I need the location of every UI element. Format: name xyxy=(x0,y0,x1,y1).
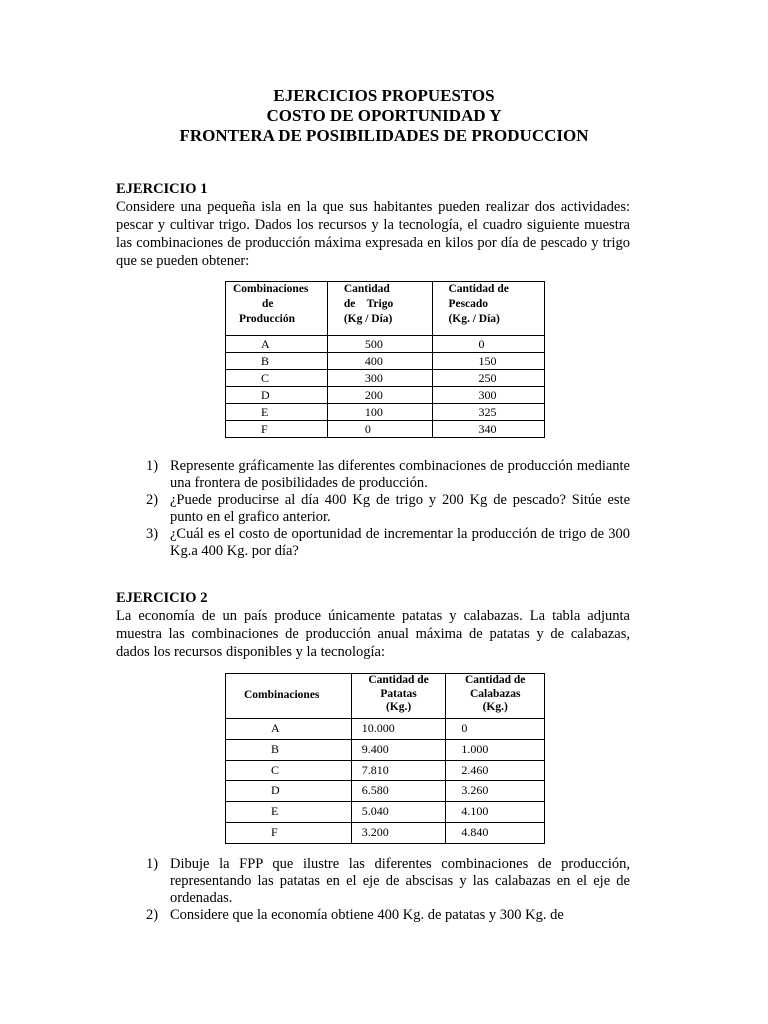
title-line-2: COSTO DE OPORTUNIDAD Y xyxy=(266,106,502,125)
table-cell: E xyxy=(226,404,328,421)
table-cell: 10.000 xyxy=(351,719,446,740)
table-row xyxy=(226,387,545,404)
table-row xyxy=(226,370,545,387)
question-number: 3) xyxy=(146,526,159,542)
table-cell: A xyxy=(226,336,328,353)
table-cell: C xyxy=(226,760,352,781)
table-cell: 150 xyxy=(433,353,545,370)
table-cell: 340 xyxy=(433,421,545,438)
table-row xyxy=(226,404,545,421)
table-cell: C xyxy=(226,370,328,387)
header-text: Combinaciones xyxy=(233,283,309,295)
table-cell: B xyxy=(226,353,328,370)
question-text: Represente gráficamente las diferentes combinaciones de producción mediante una frontera de posibilidades de producción. xyxy=(170,458,630,491)
table-cell: 3.200 xyxy=(351,822,446,843)
table-cell: B xyxy=(226,739,352,760)
header-text: (Kg / Día) xyxy=(343,313,393,325)
table-cell: 0 xyxy=(446,719,545,740)
question-number: 2) xyxy=(146,492,159,508)
table-cell: E xyxy=(226,802,352,823)
exercise-1-intro: Considere una pequeña isla en la que sus habitantes pueden realizar dos actividades: pescar y cultivar trigo. Dados los recursos y la tecnología, el cuadro siguiente muestra las combinaciones de producción máxima expresada en kilos por día de pescado y trigo que se pueden obtener: xyxy=(116,199,630,269)
table-row xyxy=(226,336,545,353)
table-row xyxy=(226,739,545,760)
table-cell: 7.810 xyxy=(351,760,446,781)
table-cell: A xyxy=(226,719,352,740)
header-text: Cantidad de xyxy=(368,674,429,686)
exercise-2-questions xyxy=(116,856,630,924)
header-text: Combinaciones xyxy=(244,689,320,702)
exercise-2-intro: La economía de un país produce únicamente patatas y calabazas. La tabla adjunta muestra las combinaciones de producción anual máxima de patatas y de calabazas, dados los recursos disponibles y la tecnología: xyxy=(116,608,630,660)
table-cell: 4.100 xyxy=(446,802,545,823)
table-cell: 100 xyxy=(327,404,433,421)
table-cell: 4.840 xyxy=(446,822,545,843)
table-row xyxy=(226,353,545,370)
header-text: Calabazas xyxy=(469,687,521,700)
table-row xyxy=(226,719,545,740)
table-cell: 9.400 xyxy=(351,739,446,760)
header-text: Producción xyxy=(239,313,296,325)
table-row xyxy=(226,421,545,438)
question-number: 1) xyxy=(146,458,159,474)
col-header-combinations xyxy=(226,282,328,336)
table-cell: F xyxy=(226,421,328,438)
exercise-1 xyxy=(116,180,630,270)
table-header-row xyxy=(226,282,545,336)
table-cell: 0 xyxy=(433,336,545,353)
production-table-1 xyxy=(225,281,545,438)
question-text: Dibuje la FPP que ilustre las diferentes combinaciones de producción, representando las patatas en el eje de abscisas y las calabazas en el eje de ordenadas. xyxy=(170,856,630,906)
table-cell: 0 xyxy=(327,421,433,438)
table-cell: 1.000 xyxy=(446,739,545,760)
table-header-row xyxy=(226,674,545,719)
col-header-pumpkins xyxy=(446,674,545,719)
table-cell: 500 xyxy=(327,336,433,353)
table-cell: 400 xyxy=(327,353,433,370)
title-line-1: EJERCICIOS PROPUESTOS xyxy=(273,86,495,105)
table-cell: 325 xyxy=(433,404,545,421)
question-item xyxy=(116,907,630,924)
table-cell: 300 xyxy=(433,387,545,404)
col-header-fish xyxy=(433,282,545,336)
document-title xyxy=(0,86,768,146)
header-text: Cantidad de xyxy=(464,674,526,686)
question-item xyxy=(116,458,630,492)
header-text: Patatas xyxy=(380,687,417,700)
header-text: (Kg. / Día) xyxy=(448,313,500,325)
col-header-combinations xyxy=(226,674,352,719)
table-cell: 2.460 xyxy=(446,760,545,781)
table-cell: 6.580 xyxy=(351,781,446,802)
exercise-1-questions xyxy=(116,458,630,560)
col-header-wheat xyxy=(327,282,433,336)
header-text: (Kg.) xyxy=(385,701,412,713)
table-row xyxy=(226,802,545,823)
header-text: Pescado xyxy=(448,298,489,310)
table-cell: 300 xyxy=(327,370,433,387)
question-item xyxy=(116,526,630,560)
table-cell: 5.040 xyxy=(351,802,446,823)
table-cell: 3.260 xyxy=(446,781,545,802)
header-text: Cantidad de xyxy=(448,283,509,295)
title-line-3: FRONTERA DE POSIBILIDADES DE PRODUCCION xyxy=(179,126,589,145)
question-text: ¿Puede producirse al día 400 Kg de trigo y 200 Kg de pescado? Sitúe este punto en el grafico anterior. xyxy=(170,492,630,525)
col-header-potatoes xyxy=(351,674,446,719)
question-item xyxy=(116,856,630,907)
header-text: Cantidad xyxy=(343,283,390,295)
table-cell: 200 xyxy=(327,387,433,404)
exercise-2-heading: EJERCICIO 2 xyxy=(116,590,208,606)
table-row xyxy=(226,760,545,781)
question-text: ¿Cuál es el costo de oportunidad de incrementar la producción de trigo de 300 Kg.a 400 Kg. por día? xyxy=(170,526,630,559)
table-cell: D xyxy=(226,781,352,802)
table-cell: F xyxy=(226,822,352,843)
header-text: (Kg.) xyxy=(482,701,508,713)
header-text: de Trigo xyxy=(343,298,394,310)
exercise-1-heading: EJERCICIO 1 xyxy=(116,181,208,197)
question-text: Considere que la economía obtiene 400 Kg. de patatas y 300 Kg. de xyxy=(170,907,564,923)
exercise-2 xyxy=(116,589,630,661)
question-number: 2) xyxy=(146,907,159,923)
question-number: 1) xyxy=(146,856,159,872)
table-cell: D xyxy=(226,387,328,404)
production-table-2 xyxy=(225,673,545,844)
table-row xyxy=(226,822,545,843)
table-cell: 250 xyxy=(433,370,545,387)
question-item xyxy=(116,492,630,526)
header-text: de xyxy=(262,298,274,310)
table-row xyxy=(226,781,545,802)
